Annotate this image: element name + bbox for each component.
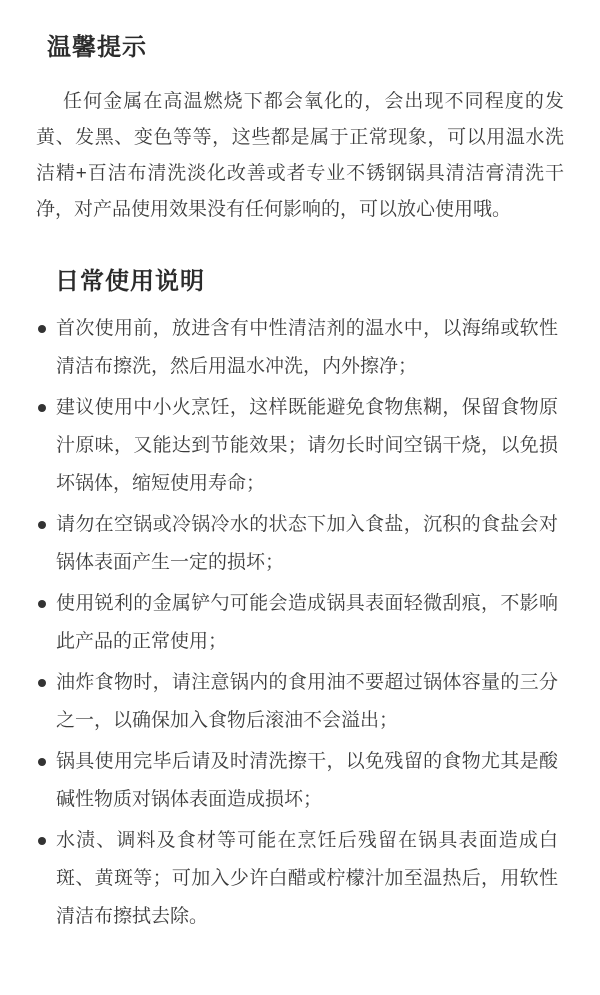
tips-section [36, 34, 564, 228]
list-item [36, 310, 564, 386]
list-item [36, 389, 564, 503]
list-item-text: 首次使用前，放进含有中性清洁剂的温水中，以海绵或软性清洁布擦洗，然后用温水冲洗，内外擦净； [56, 318, 558, 377]
bullet-icon [38, 679, 46, 687]
list-item [36, 664, 564, 740]
list-item [36, 743, 564, 819]
list-item [36, 585, 564, 661]
usage-section-title: 日常使用说明 [55, 268, 205, 295]
bullet-icon [38, 404, 46, 412]
bullet-icon [38, 600, 46, 608]
usage-section [36, 268, 564, 936]
list-item-text: 建议使用中小火烹饪，这样既能避免食物焦糊，保留食物原汁原味，又能达到节能效果；请勿长时间空锅干烧，以免损坏锅体，缩短使用寿命； [56, 397, 558, 494]
bullet-icon [38, 521, 46, 529]
list-item-text: 水渍、调料及食材等可能在烹饪后残留在锅具表面造成白斑、黄斑等；可加入少许白醋或柠檬汁加至温热后，用软性清洁布擦拭去除。 [56, 830, 558, 927]
tips-paragraph: 任何金属在高温燃烧下都会氧化的，会出现不同程度的发黄、发黑、变色等等，这些都是属于正常现象，可以用温水洗洁精+百洁布清洗淡化改善或者专业不锈钢锅具清洁膏清洗干净，对产品使用效果没有任何影响的，可以放心使用哦。 [36, 91, 564, 220]
tips-section-title: 温馨提示 [47, 34, 147, 61]
bullet-icon [38, 325, 46, 333]
usage-list [36, 310, 564, 936]
list-item-text: 锅具使用完毕后请及时清洗擦干，以免残留的食物尤其是酸碱性物质对锅体表面造成损坏； [56, 751, 558, 810]
bullet-icon [38, 758, 46, 766]
list-item [36, 506, 564, 582]
bullet-icon [38, 837, 46, 845]
list-item [36, 822, 564, 936]
list-item-text: 使用锐利的金属铲勺可能会造成锅具表面轻微刮痕，不影响此产品的正常使用； [56, 593, 558, 652]
list-item-text: 油炸食物时，请注意锅内的食用油不要超过锅体容量的三分之一，以确保加入食物后滚油不会溢出； [56, 672, 558, 731]
list-item-text: 请勿在空锅或冷锅冷水的状态下加入食盐，沉积的食盐会对锅体表面产生一定的损坏； [56, 514, 558, 573]
